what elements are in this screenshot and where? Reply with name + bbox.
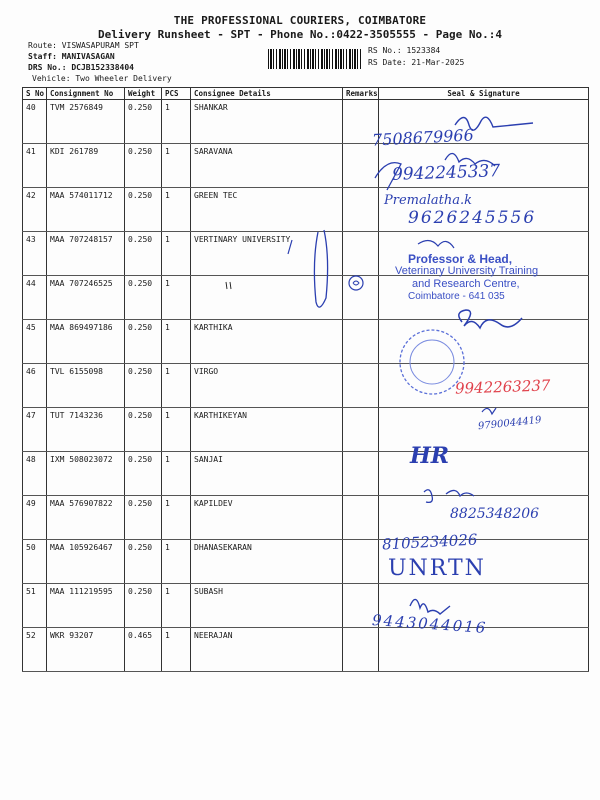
staff-label: Staff: MANIVASAGAN: [28, 52, 115, 61]
handwritten-initials: HR: [410, 443, 450, 469]
cell-weight: 0.465: [125, 628, 162, 672]
handwritten-phone: 9443044016: [371, 610, 488, 638]
cell-remarks: [343, 540, 379, 584]
cell-consignment: TVL 6155098: [47, 364, 125, 408]
cell-consignment: MAA 869497186: [47, 320, 125, 364]
cell-weight: 0.250: [125, 276, 162, 320]
col-pcs: PCS: [162, 88, 191, 100]
cell-remarks: [343, 232, 379, 276]
rs-date-label: RS Date: 21-Mar-2025: [368, 58, 465, 67]
table-row: [23, 628, 589, 672]
cell-pcs: 1: [162, 100, 191, 144]
table-row: [23, 452, 589, 496]
cell-consignee: KARTHIKA: [191, 320, 343, 364]
cell-pcs: 1: [162, 276, 191, 320]
cell-signature: [379, 496, 589, 540]
stamp-line-4: Coimbatore - 641 035: [408, 291, 505, 302]
cell-sno: 50: [23, 540, 47, 584]
table-row: [23, 496, 589, 540]
cell-consignment: TUT 7143236: [47, 408, 125, 452]
table-row: [23, 232, 589, 276]
cell-weight: 0.250: [125, 496, 162, 540]
cell-weight: 0.250: [125, 188, 162, 232]
stamp-line-3: and Research Centre,: [412, 278, 520, 290]
barcode: [268, 49, 362, 69]
handwritten-phone: 9942263237: [454, 376, 551, 398]
cell-weight: 0.250: [125, 320, 162, 364]
cell-consignment: MAA 574011712: [47, 188, 125, 232]
cell-pcs: 1: [162, 496, 191, 540]
cell-sno: 40: [23, 100, 47, 144]
cell-remarks: [343, 408, 379, 452]
cell-sno: 49: [23, 496, 47, 540]
cell-remarks: [343, 628, 379, 672]
col-consignment: Consignment No: [47, 88, 125, 100]
cell-consignee: [191, 276, 343, 320]
stamp-line-2: Veterinary University Training: [395, 265, 539, 277]
cell-consignee: GREEN TEC: [191, 188, 343, 232]
cell-pcs: 1: [162, 364, 191, 408]
cell-sno: 42: [23, 188, 47, 232]
handwritten-name: UNRTN: [388, 556, 486, 581]
cell-remarks: [343, 320, 379, 364]
handwritten-phone: 7508679966: [371, 125, 475, 150]
cell-consignee: KARTHIKEYAN: [191, 408, 343, 452]
cell-consignment: TVM 2576849: [47, 100, 125, 144]
cell-weight: 0.250: [125, 364, 162, 408]
table-row: [23, 188, 589, 232]
table-row: [23, 540, 589, 584]
vehicle-label: Vehicle: Two Wheeler Delivery: [32, 74, 172, 83]
cell-remarks: [343, 100, 379, 144]
cell-pcs: 1: [162, 408, 191, 452]
cell-remarks: [343, 144, 379, 188]
cell-signature: [379, 540, 589, 584]
cell-weight: 0.250: [125, 144, 162, 188]
col-consignee: Consignee Details: [191, 88, 343, 100]
cell-remarks: [343, 584, 379, 628]
cell-consignee: VERTINARY UNIVERSITY: [191, 232, 343, 276]
cell-consignee: SANJAI: [191, 452, 343, 496]
cell-sno: 48: [23, 452, 47, 496]
table-row: [23, 364, 589, 408]
cell-weight: 0.250: [125, 232, 162, 276]
cell-sno: 43: [23, 232, 47, 276]
handwritten-phone: 8105234026: [381, 530, 478, 554]
cell-consignee: SUBASH: [191, 584, 343, 628]
cell-consignment: KDI 261789: [47, 144, 125, 188]
page-subtitle: Delivery Runsheet - SPT - Phone No.:0422-3505555 - Page No.:4: [98, 28, 502, 41]
cell-remarks: [343, 276, 379, 320]
cell-sno: 41: [23, 144, 47, 188]
cell-consignment: MAA 707246525: [47, 276, 125, 320]
cell-consignee: VIRGO: [191, 364, 343, 408]
cell-signature: [379, 364, 589, 408]
cell-consignment: MAA 576907822: [47, 496, 125, 540]
cell-remarks: [343, 364, 379, 408]
cell-signature: [379, 276, 589, 320]
cell-weight: 0.250: [125, 540, 162, 584]
cell-pcs: 1: [162, 584, 191, 628]
cell-weight: 0.250: [125, 100, 162, 144]
cell-pcs: 1: [162, 144, 191, 188]
cell-sno: 47: [23, 408, 47, 452]
cell-signature: [379, 144, 589, 188]
cell-consignee: KAPILDEV: [191, 496, 343, 540]
cell-remarks: [343, 496, 379, 540]
cell-signature: [379, 628, 589, 672]
cell-consignee: NEERAJAN: [191, 628, 343, 672]
table-row: [23, 144, 589, 188]
cell-consignment: MAA 105926467: [47, 540, 125, 584]
handwritten-phone: 8825348206: [450, 506, 540, 522]
cell-signature: [379, 584, 589, 628]
handwritten-phone: 9626245556: [408, 208, 537, 228]
cell-signature: [379, 232, 589, 276]
table-row: [23, 584, 589, 628]
cell-signature: [379, 100, 589, 144]
handwritten-name: Premalatha.k: [384, 193, 472, 208]
cell-sno: 52: [23, 628, 47, 672]
col-weight: Weight: [125, 88, 162, 100]
table-row: [23, 276, 589, 320]
cell-consignee: DHANASEKARAN: [191, 540, 343, 584]
cell-pcs: 1: [162, 628, 191, 672]
drs-label: DRS No.: DCJB152338404: [28, 63, 134, 72]
cell-pcs: 1: [162, 232, 191, 276]
cell-consignment: IXM 508023072: [47, 452, 125, 496]
handwritten-phone: 9942245337: [391, 161, 501, 185]
cell-weight: 0.250: [125, 452, 162, 496]
cell-remarks: [343, 452, 379, 496]
cell-sno: 44: [23, 276, 47, 320]
cell-pcs: 1: [162, 452, 191, 496]
cell-sno: 45: [23, 320, 47, 364]
table-row: [23, 408, 589, 452]
cell-remarks: [343, 188, 379, 232]
cell-pcs: 1: [162, 188, 191, 232]
cell-weight: 0.250: [125, 408, 162, 452]
cell-consignee: SHANKAR: [191, 100, 343, 144]
table-header: [23, 88, 589, 100]
page-title: THE PROFESSIONAL COURIERS, COIMBATORE: [173, 14, 427, 27]
handwritten-phone: 9790044419: [477, 414, 543, 433]
cell-sno: 46: [23, 364, 47, 408]
cell-sno: 51: [23, 584, 47, 628]
cell-pcs: 1: [162, 320, 191, 364]
cell-consignment: WKR 93207: [47, 628, 125, 672]
cell-consignee: SARAVANA: [191, 144, 343, 188]
table-row: [23, 100, 589, 144]
cell-signature: [379, 452, 589, 496]
cell-consignment: MAA 111219595: [47, 584, 125, 628]
table-row: [23, 320, 589, 364]
cell-signature: [379, 188, 589, 232]
cell-signature: [379, 408, 589, 452]
col-signature: Seal & Signature: [379, 88, 589, 100]
cell-signature: [379, 320, 589, 364]
col-sno: S No: [23, 88, 47, 100]
col-remarks: Remarks: [343, 88, 379, 100]
cell-consignment: MAA 707248157: [47, 232, 125, 276]
stamp-line-1: Professor & Head,: [408, 252, 513, 266]
cell-pcs: 1: [162, 540, 191, 584]
cell-weight: 0.250: [125, 584, 162, 628]
route-label: Route: VISWASAPURAM SPT: [28, 41, 139, 50]
rs-no-label: RS No.: 1523384: [368, 46, 441, 55]
runsheet-table: [22, 87, 589, 672]
